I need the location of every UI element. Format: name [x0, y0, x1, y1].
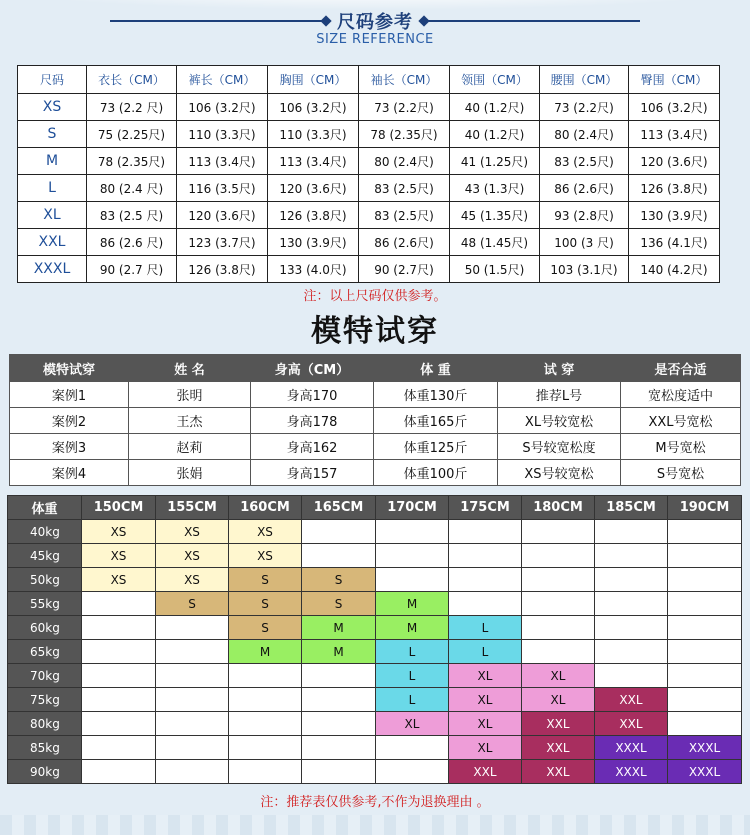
size-cell: 103 (3.1尺)	[540, 256, 629, 283]
size-cell: 40 (1.2尺)	[450, 94, 540, 121]
size-cell: 83 (2.5 尺)	[87, 202, 177, 229]
size-col-header: 裤长（CM）	[177, 66, 268, 94]
rec-cell	[376, 544, 449, 568]
size-col-header: 胸围（CM）	[268, 66, 359, 94]
rec-cell	[156, 664, 229, 688]
size-cell: 83 (2.5尺)	[540, 148, 629, 175]
rec-row	[8, 616, 742, 640]
size-cell: 78 (2.35尺)	[87, 148, 177, 175]
rec-cell: XL	[522, 688, 595, 712]
size-cell: 75 (2.25尺)	[87, 121, 177, 148]
size-cell: 73 (2.2尺)	[540, 94, 629, 121]
weight-label: 65kg	[8, 640, 82, 664]
footer-decoration	[0, 815, 750, 835]
size-label: XXXL	[18, 256, 87, 283]
weight-label: 85kg	[8, 736, 82, 760]
rec-cell	[302, 688, 376, 712]
rec-cell	[668, 568, 742, 592]
rec-cell: M	[376, 616, 449, 640]
size-cell: 130 (3.9尺)	[268, 229, 359, 256]
weight-label: 50kg	[8, 568, 82, 592]
model-cell: XS号较宽松	[498, 460, 621, 486]
rec-row	[8, 592, 742, 616]
size-cell: 123 (3.7尺)	[177, 229, 268, 256]
rec-cell	[82, 592, 156, 616]
size-row	[18, 202, 720, 229]
model-section-title: 模特试穿	[311, 314, 439, 349]
rec-row	[8, 736, 742, 760]
rec-cell	[376, 520, 449, 544]
model-cell: 案例3	[10, 434, 129, 460]
rec-cell	[595, 592, 668, 616]
size-note: 注：以上尺码仅供参考。	[303, 289, 447, 304]
size-cell: 113 (3.4尺)	[177, 148, 268, 175]
height-col-header: 155CM	[156, 496, 229, 520]
rec-cell	[302, 736, 376, 760]
rec-cell: XS	[156, 568, 229, 592]
size-cell: 83 (2.5尺)	[359, 202, 450, 229]
size-label: L	[18, 175, 87, 202]
rec-cell	[229, 712, 302, 736]
rec-cell	[156, 688, 229, 712]
size-col-header: 尺码	[18, 66, 87, 94]
rec-cell: XL	[449, 736, 522, 760]
size-cell: 86 (2.6 尺)	[87, 229, 177, 256]
rec-cell: XS	[82, 544, 156, 568]
rec-cell	[376, 568, 449, 592]
weight-label: 40kg	[8, 520, 82, 544]
model-cell: 体重165斤	[374, 408, 498, 434]
rec-cell	[82, 736, 156, 760]
rec-cell	[156, 640, 229, 664]
rec-cell: M	[302, 616, 376, 640]
model-cell: S号宽松	[621, 460, 741, 486]
rec-cell	[376, 760, 449, 784]
rec-cell	[302, 760, 376, 784]
model-cell: 案例4	[10, 460, 129, 486]
rec-cell	[302, 712, 376, 736]
rec-cell	[449, 592, 522, 616]
model-cell: 身高170	[251, 382, 374, 408]
rec-cell: XXXL	[668, 736, 742, 760]
rec-cell	[229, 688, 302, 712]
rec-cell: L	[376, 640, 449, 664]
size-cell: 126 (3.8尺)	[268, 202, 359, 229]
rec-cell	[522, 592, 595, 616]
rec-cell: L	[376, 688, 449, 712]
rec-cell: L	[376, 664, 449, 688]
model-cell: XL号较宽松	[498, 408, 621, 434]
rec-cell: XL	[449, 712, 522, 736]
height-col-header: 180CM	[522, 496, 595, 520]
height-col-header: 170CM	[376, 496, 449, 520]
recommendation-note: 注：推荐表仅供参考,不作为退换理由 。	[260, 795, 490, 810]
rec-cell	[522, 616, 595, 640]
size-cell: 78 (2.35尺)	[359, 121, 450, 148]
size-cell: 80 (2.4尺)	[359, 148, 450, 175]
model-cell: 身高162	[251, 434, 374, 460]
rec-cell	[82, 712, 156, 736]
rec-cell: XXL	[522, 760, 595, 784]
height-col-header: 175CM	[449, 496, 522, 520]
rec-cell	[302, 664, 376, 688]
size-cell: 83 (2.5尺)	[359, 175, 450, 202]
rec-cell: XS	[156, 520, 229, 544]
rec-cell: M	[229, 640, 302, 664]
rec-cell: M	[302, 640, 376, 664]
model-cell: 体重130斤	[374, 382, 498, 408]
size-cell: 93 (2.8尺)	[540, 202, 629, 229]
size-label: M	[18, 148, 87, 175]
size-col-header: 衣长（CM）	[87, 66, 177, 94]
size-row	[18, 148, 720, 175]
model-row	[10, 460, 741, 486]
header-rule-right	[425, 20, 640, 22]
rec-cell	[82, 616, 156, 640]
size-cell: 80 (2.4尺)	[540, 121, 629, 148]
rec-cell	[82, 664, 156, 688]
height-col-header: 165CM	[302, 496, 376, 520]
size-cell: 106 (3.2尺)	[629, 94, 720, 121]
rec-cell	[668, 520, 742, 544]
size-cell: 110 (3.3尺)	[177, 121, 268, 148]
rec-cell: L	[449, 616, 522, 640]
rec-cell: S	[156, 592, 229, 616]
size-cell: 116 (3.5尺)	[177, 175, 268, 202]
model-cell: 体重100斤	[374, 460, 498, 486]
size-cell: 126 (3.8尺)	[629, 175, 720, 202]
weight-label: 90kg	[8, 760, 82, 784]
size-cell: 90 (2.7尺)	[359, 256, 450, 283]
rec-cell	[156, 616, 229, 640]
model-cell: 宽松度适中	[621, 382, 741, 408]
model-row	[10, 434, 741, 460]
model-col-header: 模特试穿	[10, 355, 129, 382]
height-col-header: 190CM	[668, 496, 742, 520]
size-cell: 120 (3.6尺)	[177, 202, 268, 229]
rec-cell	[156, 736, 229, 760]
size-cell: 126 (3.8尺)	[177, 256, 268, 283]
size-cell: 41 (1.25尺)	[450, 148, 540, 175]
size-cell: 110 (3.3尺)	[268, 121, 359, 148]
rec-cell	[668, 544, 742, 568]
rec-cell: S	[229, 592, 302, 616]
size-row	[18, 256, 720, 283]
rec-cell	[668, 664, 742, 688]
model-cell: 体重125斤	[374, 434, 498, 460]
weight-label: 60kg	[8, 616, 82, 640]
model-col-header: 姓 名	[129, 355, 251, 382]
size-cell: 133 (4.0尺)	[268, 256, 359, 283]
size-cell: 113 (3.4尺)	[629, 121, 720, 148]
weight-label: 80kg	[8, 712, 82, 736]
rec-row	[8, 688, 742, 712]
rec-cell	[82, 760, 156, 784]
size-label: S	[18, 121, 87, 148]
rec-cell	[302, 544, 376, 568]
rec-cell	[522, 544, 595, 568]
weight-corner-header: 体重	[8, 496, 82, 520]
rec-cell	[668, 712, 742, 736]
rec-cell: XXL	[595, 688, 668, 712]
rec-cell	[229, 760, 302, 784]
rec-cell	[668, 616, 742, 640]
rec-cell: S	[302, 568, 376, 592]
rec-cell	[156, 760, 229, 784]
size-cell: 120 (3.6尺)	[268, 175, 359, 202]
rec-cell: XXXL	[595, 760, 668, 784]
rec-cell	[595, 664, 668, 688]
rec-row	[8, 760, 742, 784]
model-col-header: 身高（CM）	[251, 355, 374, 382]
size-row	[18, 94, 720, 121]
rec-row	[8, 664, 742, 688]
height-col-header: 160CM	[229, 496, 302, 520]
model-cell: 推荐L号	[498, 382, 621, 408]
model-cell: 案例1	[10, 382, 129, 408]
rec-row	[8, 640, 742, 664]
size-col-header: 腰围（CM）	[540, 66, 629, 94]
size-cell: 90 (2.7 尺)	[87, 256, 177, 283]
rec-cell	[449, 568, 522, 592]
rec-cell	[595, 520, 668, 544]
rec-cell	[449, 520, 522, 544]
model-cell: 张娟	[129, 460, 251, 486]
rec-cell	[229, 664, 302, 688]
size-row	[18, 175, 720, 202]
rec-cell	[668, 640, 742, 664]
rec-cell: XXL	[522, 712, 595, 736]
weight-label: 75kg	[8, 688, 82, 712]
rec-cell: XL	[449, 688, 522, 712]
model-col-header: 体 重	[374, 355, 498, 382]
size-cell: 45 (1.35尺)	[450, 202, 540, 229]
weight-label: 45kg	[8, 544, 82, 568]
rec-cell: XXXL	[595, 736, 668, 760]
model-fitting-table	[9, 354, 741, 486]
rec-cell: XS	[156, 544, 229, 568]
size-cell: 130 (3.9尺)	[629, 202, 720, 229]
rec-cell	[668, 592, 742, 616]
size-cell: 140 (4.2尺)	[629, 256, 720, 283]
weight-label: 70kg	[8, 664, 82, 688]
rec-cell	[229, 736, 302, 760]
size-col-header: 袖长（CM）	[359, 66, 450, 94]
size-cell: 80 (2.4 尺)	[87, 175, 177, 202]
rec-cell: XXL	[595, 712, 668, 736]
size-cell: 106 (3.2尺)	[177, 94, 268, 121]
size-cell: 43 (1.3尺)	[450, 175, 540, 202]
rec-cell: XL	[522, 664, 595, 688]
size-label: XXL	[18, 229, 87, 256]
size-cell: 86 (2.6尺)	[359, 229, 450, 256]
rec-cell	[522, 640, 595, 664]
size-cell: 106 (3.2尺)	[268, 94, 359, 121]
model-row	[10, 408, 741, 434]
size-cell: 50 (1.5尺)	[450, 256, 540, 283]
rec-cell: S	[302, 592, 376, 616]
rec-cell	[376, 736, 449, 760]
size-col-header: 臀围（CM）	[629, 66, 720, 94]
size-cell: 48 (1.45尺)	[450, 229, 540, 256]
rec-cell	[82, 640, 156, 664]
model-cell: 张明	[129, 382, 251, 408]
rec-cell	[522, 568, 595, 592]
size-cell: 100 (3 尺)	[540, 229, 629, 256]
page-header	[0, 0, 750, 60]
model-cell: 案例2	[10, 408, 129, 434]
size-cell: 113 (3.4尺)	[268, 148, 359, 175]
size-label: XL	[18, 202, 87, 229]
size-cell: 73 (2.2 尺)	[87, 94, 177, 121]
size-label: XS	[18, 94, 87, 121]
weight-label: 55kg	[8, 592, 82, 616]
rec-cell	[449, 544, 522, 568]
rec-cell	[595, 640, 668, 664]
rec-cell: XS	[229, 520, 302, 544]
rec-row	[8, 544, 742, 568]
page-title: 尺码参考	[337, 12, 413, 33]
rec-cell	[82, 688, 156, 712]
size-cell: 86 (2.6尺)	[540, 175, 629, 202]
rec-cell	[668, 688, 742, 712]
rec-cell: XS	[82, 568, 156, 592]
rec-cell	[156, 712, 229, 736]
rec-cell	[595, 616, 668, 640]
height-col-header: 150CM	[82, 496, 156, 520]
model-col-header: 是否合适	[621, 355, 741, 382]
model-cell: 赵莉	[129, 434, 251, 460]
size-col-header: 领围（CM）	[450, 66, 540, 94]
rec-cell: XXXL	[668, 760, 742, 784]
model-cell: S号较宽松度	[498, 434, 621, 460]
size-row	[18, 121, 720, 148]
rec-cell: S	[229, 616, 302, 640]
rec-cell: XXL	[449, 760, 522, 784]
size-cell: 73 (2.2尺)	[359, 94, 450, 121]
model-row	[10, 382, 741, 408]
model-cell: M号宽松	[621, 434, 741, 460]
rec-row	[8, 568, 742, 592]
model-col-header: 试 穿	[498, 355, 621, 382]
rec-cell: XS	[229, 544, 302, 568]
size-cell: 120 (3.6尺)	[629, 148, 720, 175]
size-cell: 136 (4.1尺)	[629, 229, 720, 256]
model-cell: 王杰	[129, 408, 251, 434]
size-cell: 40 (1.2尺)	[450, 121, 540, 148]
rec-cell: XS	[82, 520, 156, 544]
rec-row	[8, 712, 742, 736]
page-subtitle: SIZE REFERENCE	[316, 32, 434, 47]
size-recommendation-table	[7, 495, 742, 784]
height-col-header: 185CM	[595, 496, 668, 520]
rec-cell: XL	[449, 664, 522, 688]
model-cell: 身高178	[251, 408, 374, 434]
rec-cell: S	[229, 568, 302, 592]
rec-cell	[595, 568, 668, 592]
size-reference-table	[17, 65, 720, 283]
rec-cell	[522, 520, 595, 544]
rec-cell: M	[376, 592, 449, 616]
rec-cell	[302, 520, 376, 544]
model-cell: 身高157	[251, 460, 374, 486]
rec-cell: XL	[376, 712, 449, 736]
rec-cell	[595, 544, 668, 568]
model-cell: XXL号宽松	[621, 408, 741, 434]
rec-cell: L	[449, 640, 522, 664]
rec-row	[8, 520, 742, 544]
rec-cell: XXL	[522, 736, 595, 760]
size-row	[18, 229, 720, 256]
